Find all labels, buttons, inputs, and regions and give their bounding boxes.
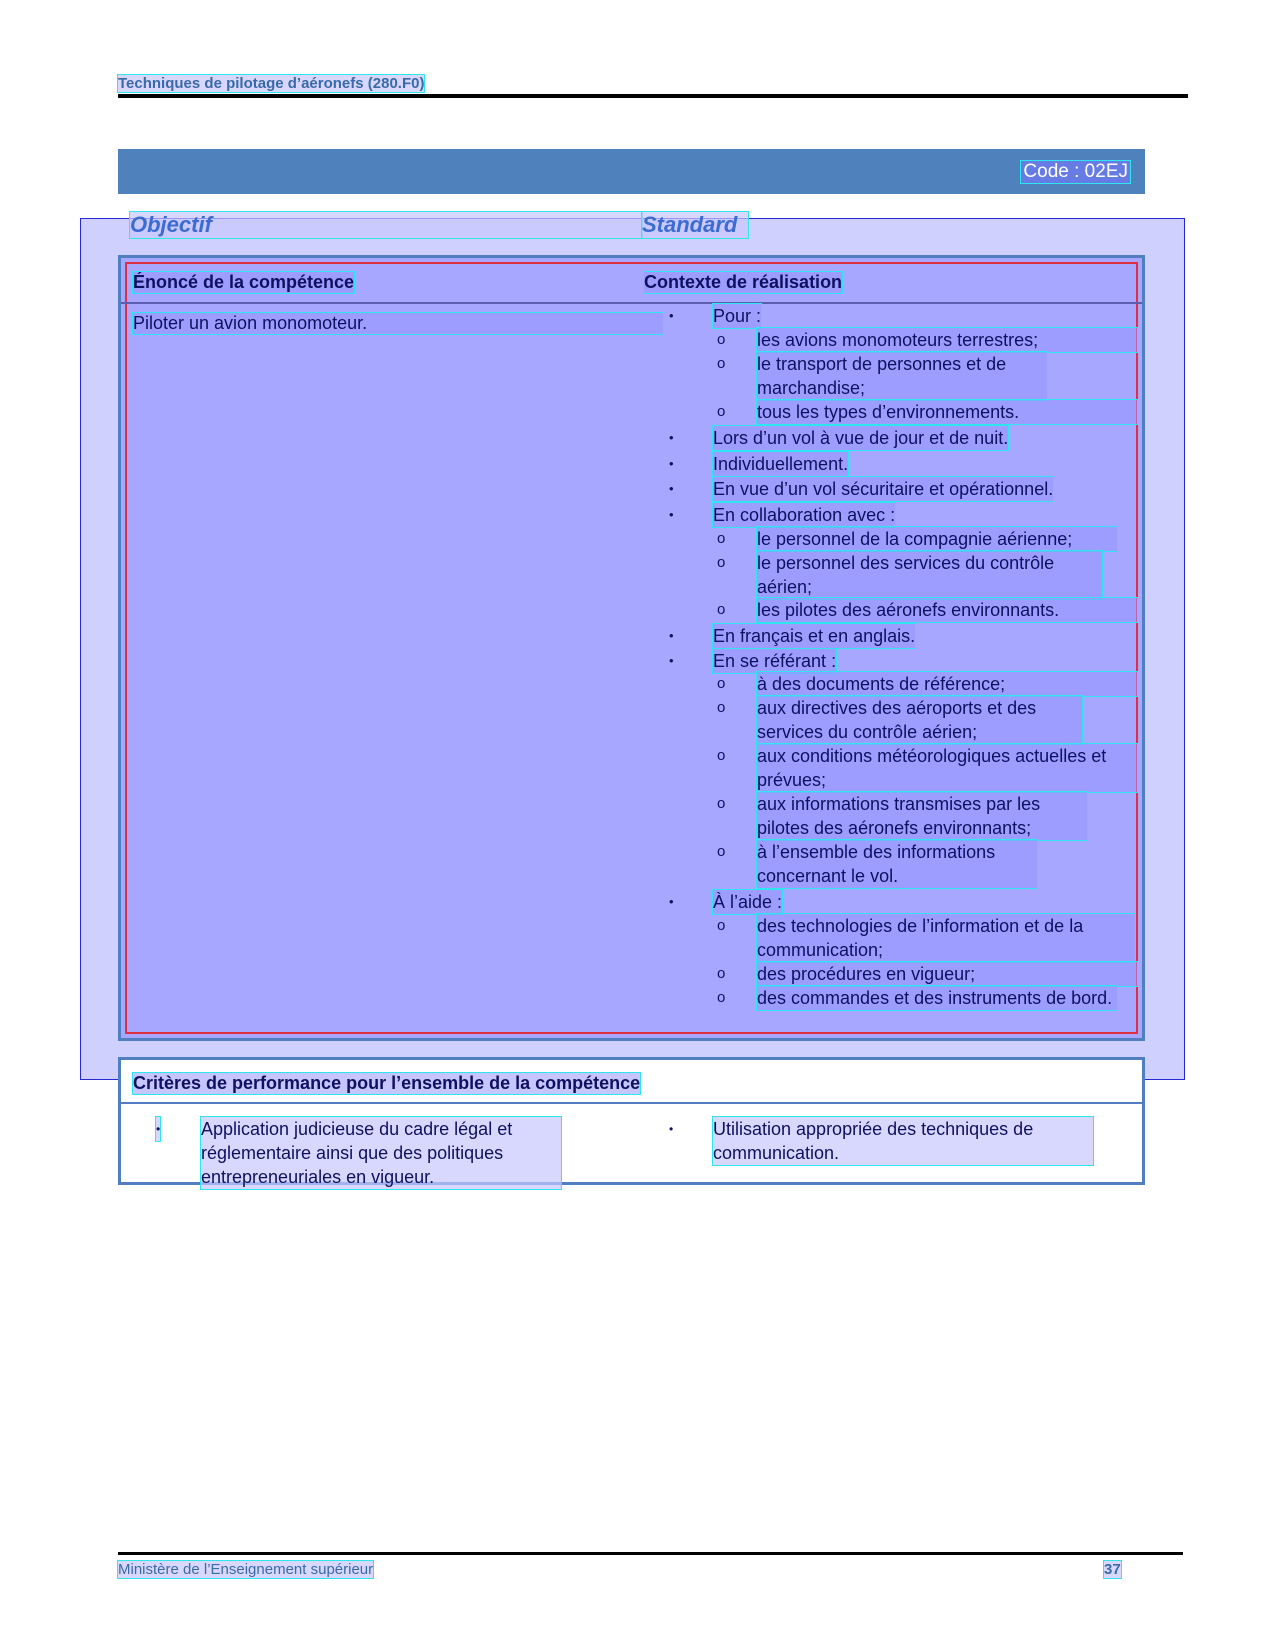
bullet-icon: • xyxy=(669,456,674,471)
context-subitem: à l’ensemble des informations concernant le vol. xyxy=(757,840,1037,888)
bullet-icon: • xyxy=(669,653,674,668)
competency-code: Code : 02EJ xyxy=(1023,161,1128,182)
sub-bullet-icon: o xyxy=(717,601,726,618)
bullet-icon: • xyxy=(669,308,674,323)
context-subitem: aux informations transmises par les pilotes des aéronefs environnants; xyxy=(757,792,1087,840)
sub-bullet-icon: o xyxy=(717,989,726,1006)
context-subitem: le personnel de la compagnie aérienne; xyxy=(757,527,1117,551)
context-subitem: les pilotes des aéronefs environnants. xyxy=(757,598,1137,622)
context-item: En collaboration avec : xyxy=(713,505,896,525)
sub-bullet-icon: o xyxy=(717,331,726,348)
context-subitem: tous les types d’environnements. xyxy=(757,400,1137,424)
context-item: En se référant : xyxy=(713,651,837,671)
context-subitem: des procédures en vigueur; xyxy=(757,962,1137,986)
sub-bullet-icon: o xyxy=(717,675,726,692)
competence-header-rule xyxy=(121,302,1142,304)
sub-bullet-icon: o xyxy=(717,403,726,420)
bullet-icon: • xyxy=(156,1117,160,1141)
context-item: À l’aide : xyxy=(713,892,783,912)
footer-rule xyxy=(118,1552,1183,1555)
header-rule xyxy=(118,94,1188,98)
sub-bullet-icon: o xyxy=(717,795,726,812)
criteria-item: Application judicieuse du cadre légal et réglementaire ainsi que des politiques entrepreneuriales en vigueur. xyxy=(201,1117,561,1189)
sub-bullet-icon: o xyxy=(717,843,726,860)
enonce-heading: Énoncé de la compétence xyxy=(133,272,355,292)
context-subitem: le personnel des services du contrôle aérien; xyxy=(757,551,1102,599)
performance-criteria-box xyxy=(118,1057,1145,1185)
objectif-label: Objectif xyxy=(130,212,642,238)
sub-bullet-icon: o xyxy=(717,554,726,571)
footer-ministry: Ministère de l’Enseignement supérieur xyxy=(118,1561,374,1578)
running-header-title: Techniques de pilotage d’aéronefs (280.F0) xyxy=(118,75,425,92)
competence-statement: Piloter un avion monomoteur. xyxy=(133,313,663,334)
standard-label: Standard xyxy=(642,212,748,238)
context-subitem: aux conditions météorologiques actuelles et prévues; xyxy=(757,744,1137,792)
context-item: En vue d’un vol sécuritaire et opérationnel. xyxy=(713,479,1054,499)
context-subitem: des commandes et des instruments de bord. xyxy=(757,986,1117,1010)
bullet-icon: • xyxy=(669,894,674,909)
sub-bullet-icon: o xyxy=(717,699,726,716)
bullet-icon: • xyxy=(669,430,674,445)
criteria-item: Utilisation appropriée des techniques de communication. xyxy=(713,1117,1093,1165)
page-number: 37 xyxy=(1104,1561,1121,1578)
context-subitem: le transport de personnes et de marchandise; xyxy=(757,352,1047,400)
sub-bullet-icon: o xyxy=(717,355,726,372)
bullet-icon: • xyxy=(669,507,674,522)
criteria-heading: Critères de performance pour l’ensemble de la compétence xyxy=(133,1073,641,1093)
context-item: Individuellement. xyxy=(713,454,849,474)
context-subitem: les avions monomoteurs terrestres; xyxy=(757,328,1137,352)
sub-bullet-icon: o xyxy=(717,530,726,547)
bullet-icon: • xyxy=(669,628,674,643)
context-subitem: des technologies de l’information et de la communication; xyxy=(757,914,1135,962)
sub-bullet-icon: o xyxy=(717,747,726,764)
context-item: En français et en anglais. xyxy=(713,626,916,646)
competence-table xyxy=(118,255,1145,1041)
sub-bullet-icon: o xyxy=(717,965,726,982)
contexte-heading: Contexte de réalisation xyxy=(644,272,843,292)
criteria-header-rule xyxy=(121,1102,1142,1104)
bullet-icon: • xyxy=(669,481,674,496)
context-item: Lors d’un vol à vue de jour et de nuit. xyxy=(713,428,1009,448)
sub-bullet-icon: o xyxy=(717,917,726,934)
context-item: Pour : xyxy=(713,306,762,326)
bullet-icon: • xyxy=(669,1122,674,1136)
context-subitem: à des documents de référence; xyxy=(757,672,1137,696)
context-subitem: aux directives des aéroports et des services du contrôle aérien; xyxy=(757,696,1082,744)
code-bar xyxy=(118,149,1145,194)
